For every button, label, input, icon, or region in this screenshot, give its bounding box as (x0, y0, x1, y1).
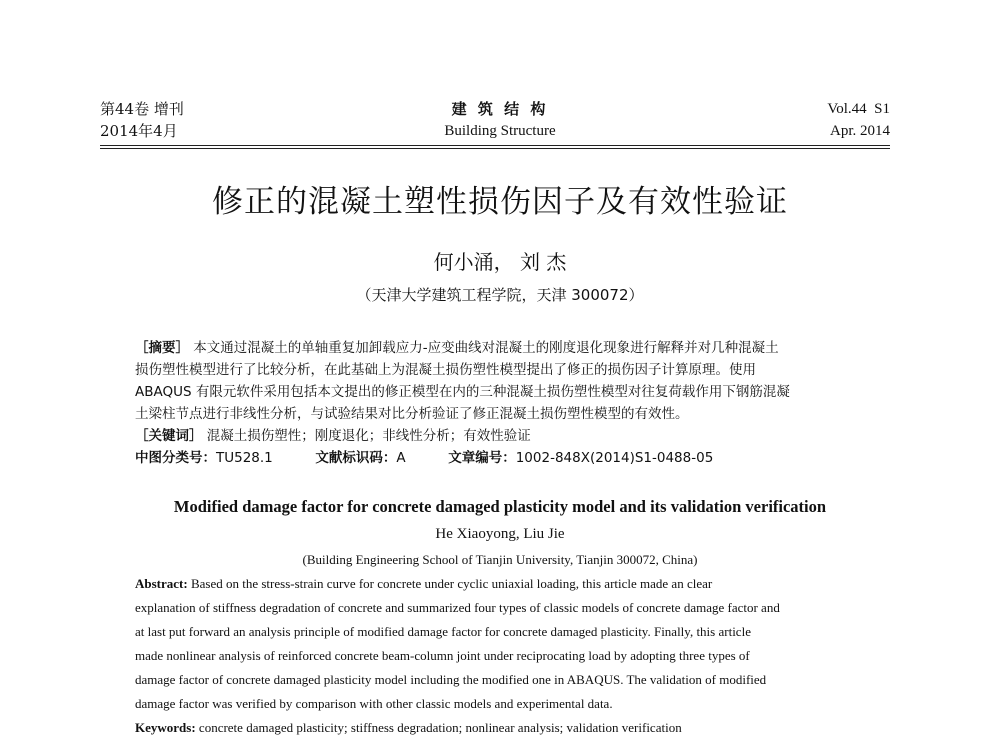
classification-line (135, 447, 865, 469)
header-rule-bottom (100, 148, 890, 149)
affiliation-cn: （天津大学建筑工程学院，天津 300072） (356, 286, 644, 304)
abstract-cn (135, 337, 865, 469)
keywords-cn-line (135, 425, 865, 447)
journal-date-cn: 2014年4月 (100, 122, 178, 140)
article-no-label: 文章编号： (448, 450, 516, 466)
keywords-cn-label: ［关键词］ (135, 428, 203, 444)
abstract-en-line: damage factor was verified by comparison with other classic models and experimental data. (135, 696, 613, 711)
journal-name-cn: 建 筑 结 构 (451, 100, 549, 118)
abstract-en-line: explanation of stiffness degradation of concrete and summarized four types of classic models of concrete damage factor and (135, 600, 780, 615)
abstract-en (135, 572, 865, 740)
keywords-en-text: concrete damaged plasticity; stiffness degradation; nonlinear analysis; validation verification (198, 720, 682, 735)
abstract-en-line: damage factor of concrete damaged plasticity model including the modified one in ABAQUS. The validation of modified (135, 672, 767, 687)
keywords-en-label: Keywords: (135, 720, 196, 735)
abstract-cn-line: ABAQUS 有限元软件采用包括本文提出的修正模型在内的三种混凝土损伤塑性模型对往复荷载作用下钢筋混凝 (135, 384, 790, 400)
header-rule-top (100, 145, 890, 146)
abstract-en-line: made nonlinear analysis of reinforced concrete beam-column joint under reciprocating load by adopting three types of (135, 648, 750, 663)
abstract-cn-text: 本文通过混凝土的单轴重复加卸载应力-应变曲线对混凝土的刚度退化现象进行解释并对几种混凝土 (193, 340, 779, 356)
article-no-value: 1002-848X(2014)S1-0488-05 (515, 450, 714, 466)
abstract-cn-line: 损伤塑性模型进行了比较分析，在此基础上为混凝土损伤塑性模型提出了修正的损伤因子计算原理。使用 (135, 362, 756, 378)
keywords-en-line (135, 716, 865, 740)
authors-en: He Xiaoyong, Liu Jie (435, 526, 565, 542)
abstract-en-text: Based on the stress-strain curve for concrete under cyclic uniaxial loading, this article made an clear (190, 576, 713, 591)
abstract-en-label: Abstract: (135, 576, 188, 591)
authors-cn: 何小涌， 刘 杰 (433, 250, 567, 274)
doc-code-label: 文献标识码： (315, 450, 397, 466)
abstract-cn-line: 土梁柱节点进行非线性分析，与试验结果对比分析验证了修正混凝土损伤塑性模型的有效性。 (135, 406, 689, 422)
abstract-en-line: at last put forward an analysis principle of modified damage factor for concrete damaged plasticity. Finally, this article (135, 624, 751, 639)
journal-volume-en: Vol.44 S1 (827, 101, 890, 117)
keywords-cn-text: 混凝土损伤塑性；刚度退化；非线性分析；有效性验证 (206, 428, 531, 444)
abstract-cn-label: ［摘要］ (135, 340, 189, 356)
paper-title-en: Modified damage factor for concrete damaged plasticity model and its validation verification (173, 497, 827, 516)
doc-code-value: A (396, 450, 406, 466)
abstract-cn-line (135, 337, 865, 359)
affiliation-en: (Building Engineering School of Tianjin University, Tianjin 300072, China) (302, 552, 698, 567)
journal-volume-cn: 第44卷 增刊 (100, 100, 184, 118)
journal-name-en: Building Structure (444, 123, 556, 139)
journal-date-en: Apr. 2014 (830, 123, 890, 139)
paper-title-cn: 修正的混凝土塑性损伤因子及有效性验证 (212, 184, 788, 220)
abstract-en-line (135, 572, 865, 596)
clc-label: 中图分类号： (135, 450, 216, 466)
clc-value: TU528.1 (216, 450, 273, 466)
